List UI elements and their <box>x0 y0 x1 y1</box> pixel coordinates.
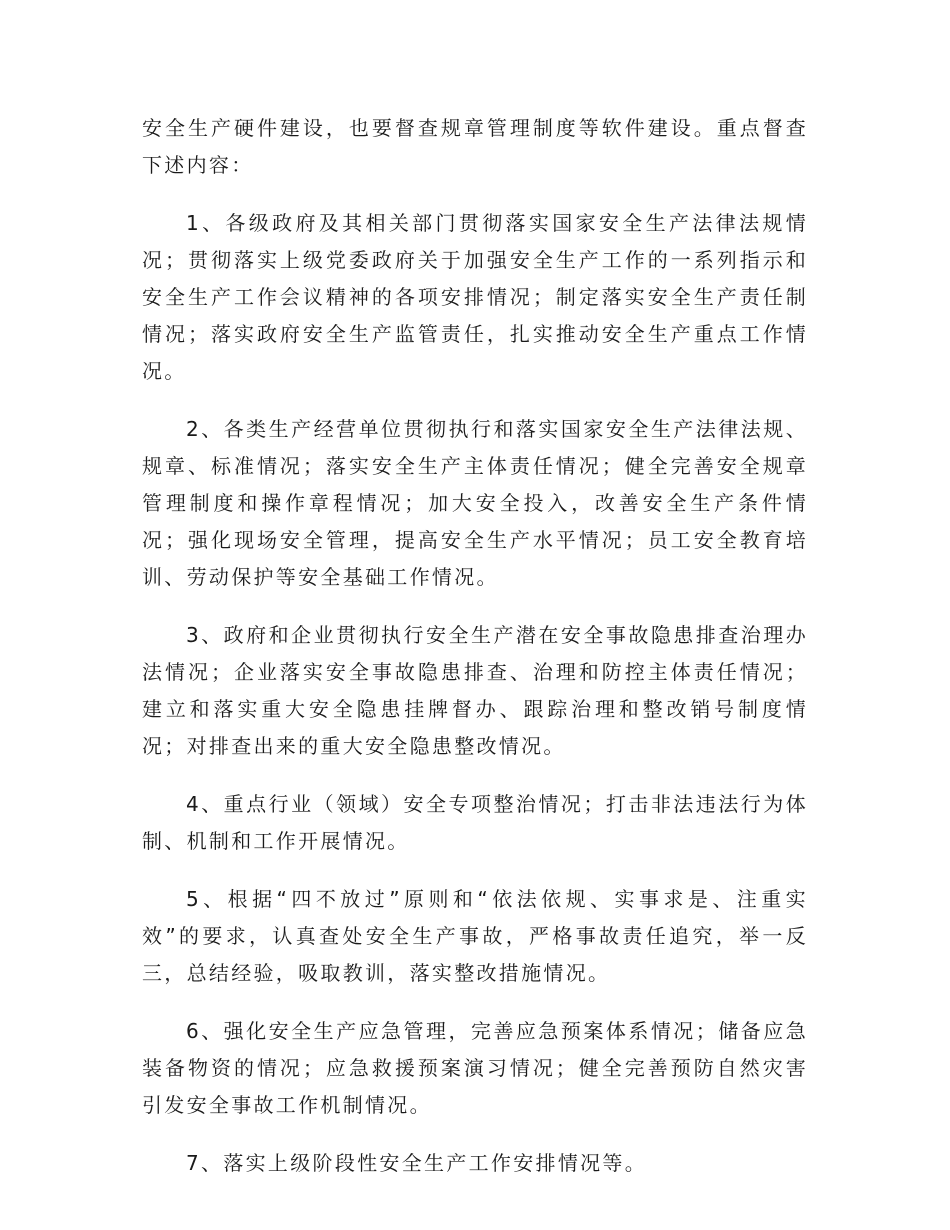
item-5-paragraph: 5、根据“四不放过”原则和“依法依规、实事求是、注重实效”的要求，认真查处安全生产事故，严格事故责任追究，举一反三，总结经验，吸取教训，落实整改措施情况。 <box>142 887 808 985</box>
item-3-paragraph: 3、政府和企业贯彻执行安全生产潜在安全事故隐患排查治理办法情况；企业落实安全事故隐患排查、治理和防控主体责任情况；建立和落实重大安全隐患挂牌督办、跟踪治理和整改销号制度情况；对排查出来的重大安全隐患整改情况。 <box>142 623 808 758</box>
item-1-paragraph: 1、各级政府及其相关部门贯彻落实国家安全生产法律法规情况；贯彻落实上级党委政府关于加强安全生产工作的一系列指示和安全生产工作会议精神的各项安排情况；制定落实安全生产责任制情况；落实政府安全生产监管责任，扎实推动安全生产重点工作情况。 <box>142 211 808 383</box>
item-4-paragraph: 4、重点行业（领域）安全专项整治情况；打击非法违法行为体制、机制和工作开展情况。 <box>142 792 808 853</box>
item-2-paragraph: 2、各类生产经营单位贯彻执行和落实国家安全生产法律法规、规章、标准情况；落实安全生产主体责任情况；健全完善安全规章管理制度和操作章程情况；加大安全投入，改善安全生产条件情况；强化现场安全管理，提高安全生产水平情况；员工安全教育培训、劳动保护等安全基础工作情况。 <box>142 417 808 589</box>
item-7-paragraph: 7、落实上级阶段性安全生产工作安排情况等。 <box>186 1151 648 1175</box>
item-6-paragraph: 6、强化安全生产应急管理，完善应急预案体系情况；储备应急装备物资的情况；应急救援预案演习情况；健全完善预防自然灾害引发安全事故工作机制情况。 <box>142 1019 808 1117</box>
document-body <box>142 110 808 1203</box>
intro-paragraph: 安全生产硬件建设，也要督查规章管理制度等软件建设。重点督查下述内容： <box>142 116 808 177</box>
